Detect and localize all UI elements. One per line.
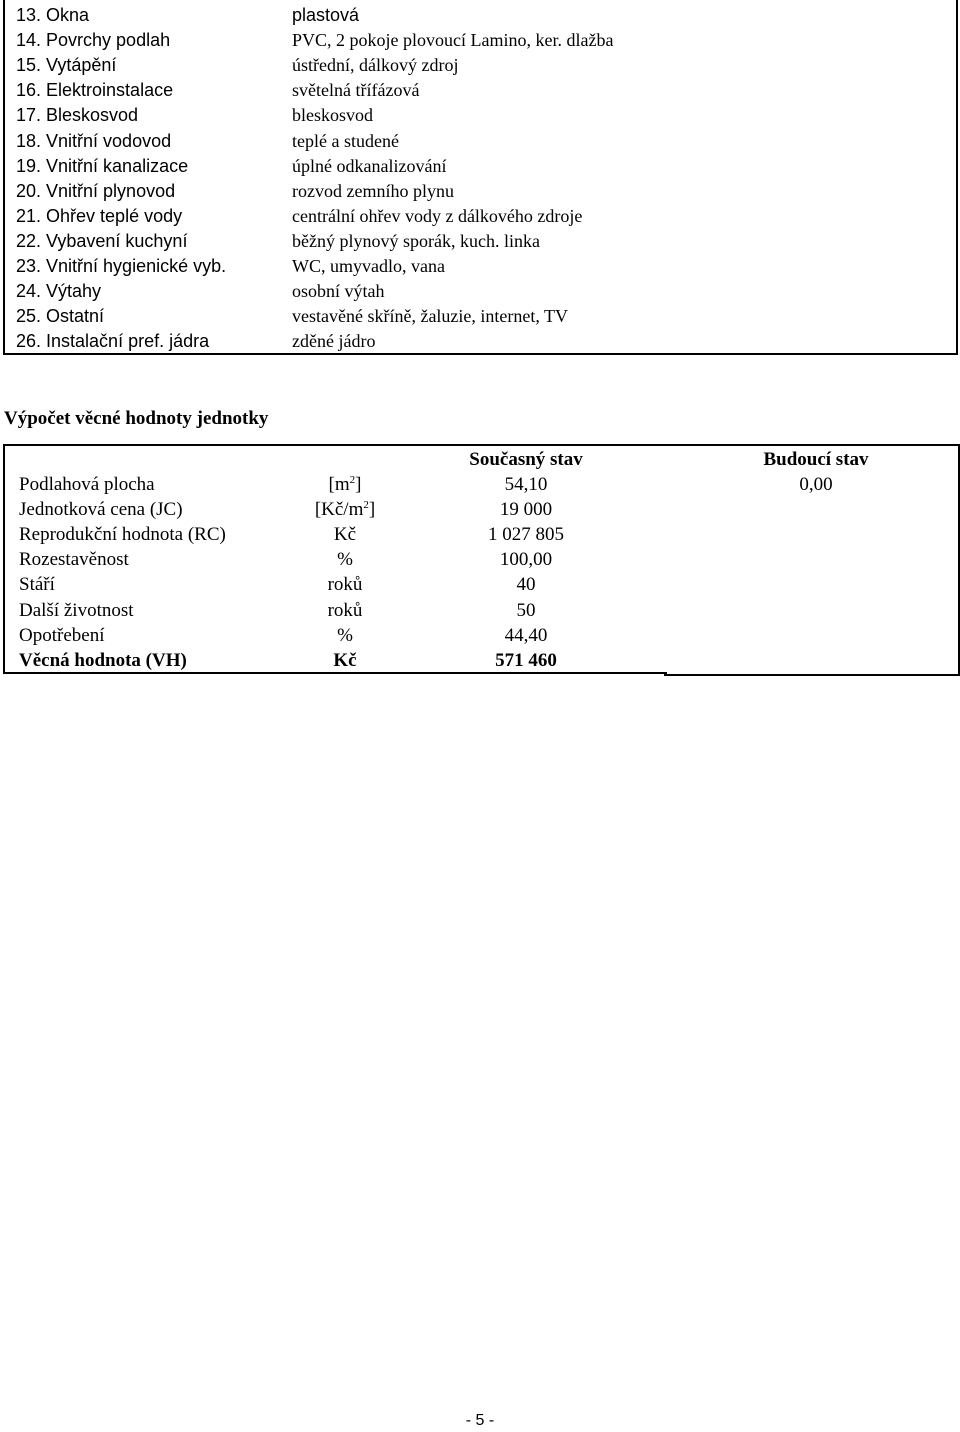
calculation-row <box>5 472 958 497</box>
equipment-label: 13. Okna <box>16 5 90 25</box>
calc-label: Opotřebení <box>19 624 105 646</box>
equipment-label: 16. Elektroinstalace <box>16 80 174 101</box>
calc-current-value: 1 027 805 <box>488 524 564 546</box>
calc-unit <box>255 623 435 648</box>
table-bottom-border-left <box>3 672 667 674</box>
calc-unit-suffix: ] <box>355 474 362 495</box>
calc-unit <box>255 598 435 623</box>
calc-label: Stáří <box>19 574 55 596</box>
calc-unit-text: % <box>337 549 353 571</box>
equipment-label: 15. Vytápění <box>16 55 117 76</box>
calc-unit-text: Kč <box>333 649 357 671</box>
calc-unit-superscript: 2 <box>363 499 369 512</box>
calculation-row <box>5 522 958 547</box>
equipment-label: 19. Vnitřní kanalizace <box>16 155 189 176</box>
calc-unit <box>255 648 435 673</box>
calculation-title: Výpočet věcné hodnoty jednotky <box>4 408 269 429</box>
equipment-label: 23. Vnitřní hygienické vyb. <box>16 256 227 276</box>
equipment-value: rozvod zemního plynu <box>292 180 454 201</box>
calculation-row <box>5 497 958 522</box>
calculation-table <box>3 444 960 674</box>
equipment-label: 22. Vybavení kuchyní <box>16 230 188 251</box>
calculation-row <box>5 572 958 597</box>
calc-label: Podlahová plocha <box>19 474 155 495</box>
equipment-label: 26. Instalační pref. jádra <box>16 331 210 352</box>
calculation-row <box>5 547 958 572</box>
calc-current-value: 40 <box>516 574 536 596</box>
calc-current-value: 54,10 <box>504 474 548 495</box>
equipment-label: 18. Vnitřní vodovod <box>16 130 172 151</box>
calc-current-value: 19 000 <box>499 499 553 521</box>
calc-current-value: 44,40 <box>504 624 548 646</box>
calc-unit-text: [Kč/m <box>314 499 364 521</box>
calc-unit <box>255 472 435 497</box>
calc-unit <box>255 547 435 572</box>
equipment-value: osobní výtah <box>292 281 385 302</box>
equipment-value: centrální ohřev vody z dálkového zdroje <box>292 205 583 226</box>
equipment-label: 14. Povrchy podlah <box>16 30 171 51</box>
calc-unit <box>255 497 435 522</box>
calc-unit <box>255 572 435 597</box>
calculation-header-row <box>5 447 958 472</box>
equipment-value: vestavěné skříně, žaluzie, internet, TV <box>292 306 569 327</box>
calc-future-value: 0,00 <box>799 474 833 495</box>
calc-unit-text: [m <box>328 474 350 495</box>
calc-label: Jednotková cena (JC) <box>19 499 183 521</box>
calc-label: Věcná hodnota (VH) <box>19 649 187 671</box>
equipment-value: PVC, 2 pokoje plovoucí Lamino, ker. dlažba <box>292 30 614 51</box>
equipment-value: bleskosvod <box>292 105 373 126</box>
calc-label: Rozestavěnost <box>19 549 129 571</box>
calculation-row <box>5 648 958 673</box>
equipment-value: úplné odkanalizování <box>292 155 447 176</box>
equipment-label: 24. Výtahy <box>16 281 102 302</box>
calc-label: Reprodukční hodnota (RC) <box>19 524 226 546</box>
calc-unit-text: roků <box>327 574 363 596</box>
page-number: - 5 - <box>465 1412 495 1429</box>
equipment-value: WC, umyvadlo, vana <box>292 256 445 276</box>
equipment-label: 25. Ostatní <box>16 306 105 327</box>
calc-unit-text: roků <box>327 599 363 621</box>
calc-unit <box>255 522 435 547</box>
equipment-value: plastová <box>292 5 360 25</box>
calc-current-value: 571 460 <box>495 649 557 671</box>
equipment-list-box <box>3 0 958 355</box>
calc-unit-text: Kč <box>333 524 357 546</box>
equipment-label: 17. Bleskosvod <box>16 105 139 126</box>
equipment-value: světelná třífázová <box>292 80 420 101</box>
calculation-row <box>5 598 958 623</box>
calculation-row <box>5 623 958 648</box>
equipment-label: 20. Vnitřní plynovod <box>16 180 176 201</box>
equipment-value: teplé a studené <box>292 130 399 151</box>
equipment-label: 21. Ohřev teplé vody <box>16 205 183 226</box>
equipment-value: zděné jádro <box>292 331 376 352</box>
table-bottom-border-right <box>664 674 960 676</box>
calc-current-value: 100,00 <box>499 549 553 571</box>
equipment-value: běžný plynový sporák, kuch. linka <box>292 230 540 251</box>
header-future-state: Budoucí stav <box>763 449 869 470</box>
header-current-state: Současný stav <box>469 449 583 470</box>
calc-unit-superscript: 2 <box>349 474 356 486</box>
calc-unit-suffix: ] <box>368 499 376 521</box>
calc-unit-text: % <box>337 624 353 646</box>
equipment-value: ústřední, dálkový zdroj <box>292 55 459 76</box>
calc-current-value: 50 <box>516 599 536 621</box>
calc-label: Další životnost <box>19 599 134 621</box>
